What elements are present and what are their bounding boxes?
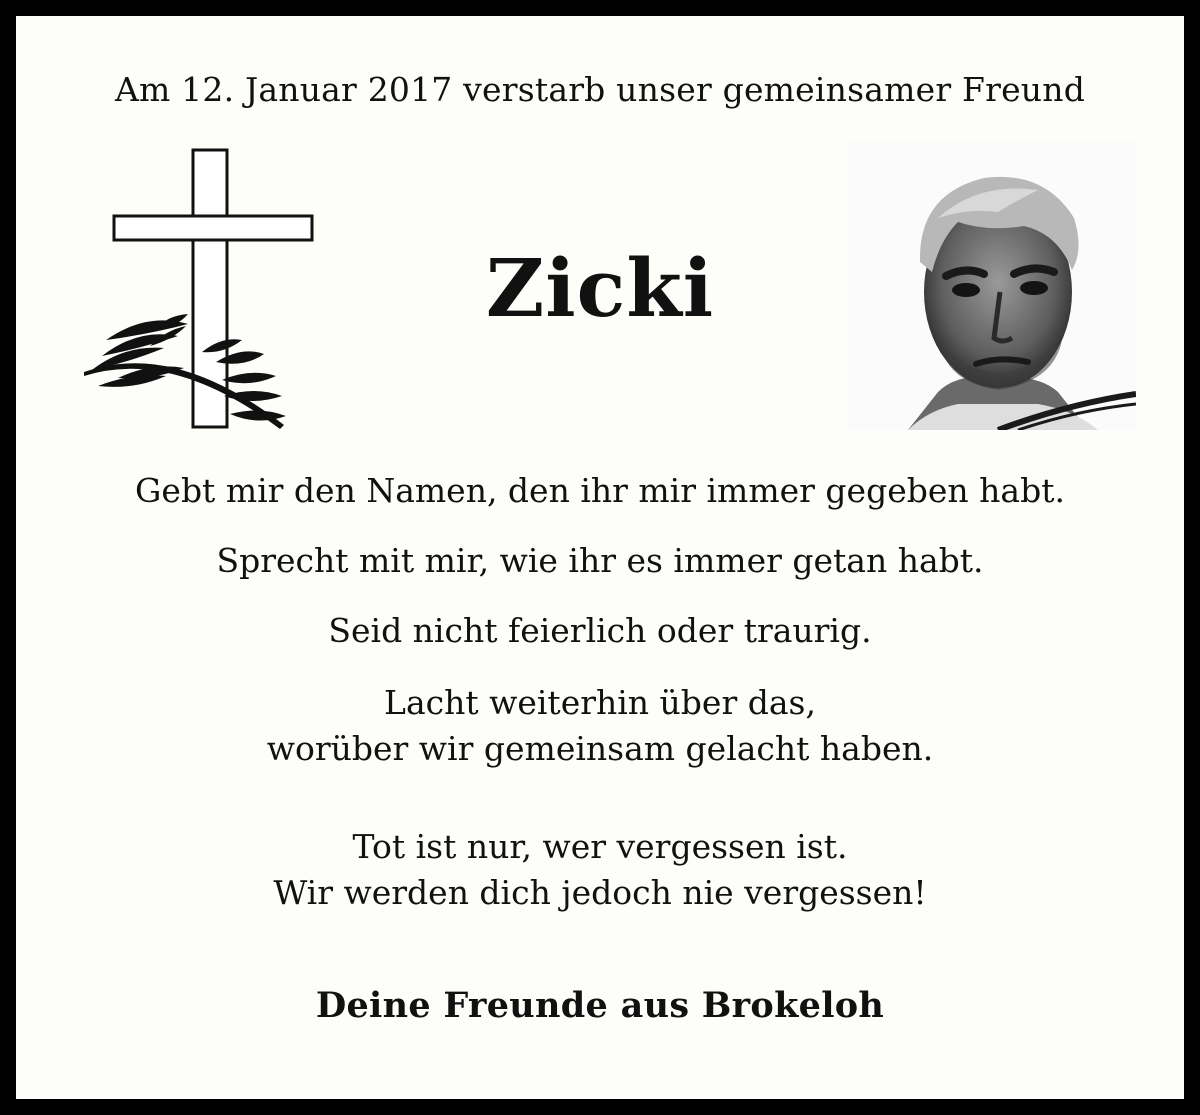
verse-line-6: Tot ist nur, wer vergessen ist.	[352, 827, 848, 866]
signature: Deine Freunde aus Brokeloh	[315, 985, 885, 1026]
verse-line-5: worüber wir gemeinsam gelacht haben.	[266, 729, 934, 768]
verse-line-3: Seid nicht feierlich oder traurig.	[328, 611, 872, 650]
deceased-name: Zicki	[485, 241, 715, 335]
portrait-photo	[848, 142, 1136, 430]
portrait-illustration	[848, 142, 1136, 430]
verse-line-1: Gebt mir den Namen, den ihr mir immer gegeben habt.	[135, 471, 1065, 510]
verse-line-4: Lacht weiterhin über das,	[384, 683, 816, 722]
verse-line-7: Wir werden dich jedoch nie vergessen!	[273, 873, 927, 912]
verse-line-2: Sprecht mit mir, wie ihr es immer getan habt.	[216, 541, 984, 580]
intro-line: Am 12. Januar 2017 verstarb unser gemeinsamer Freund	[114, 70, 1086, 109]
obituary-notice	[16, 16, 1184, 1099]
